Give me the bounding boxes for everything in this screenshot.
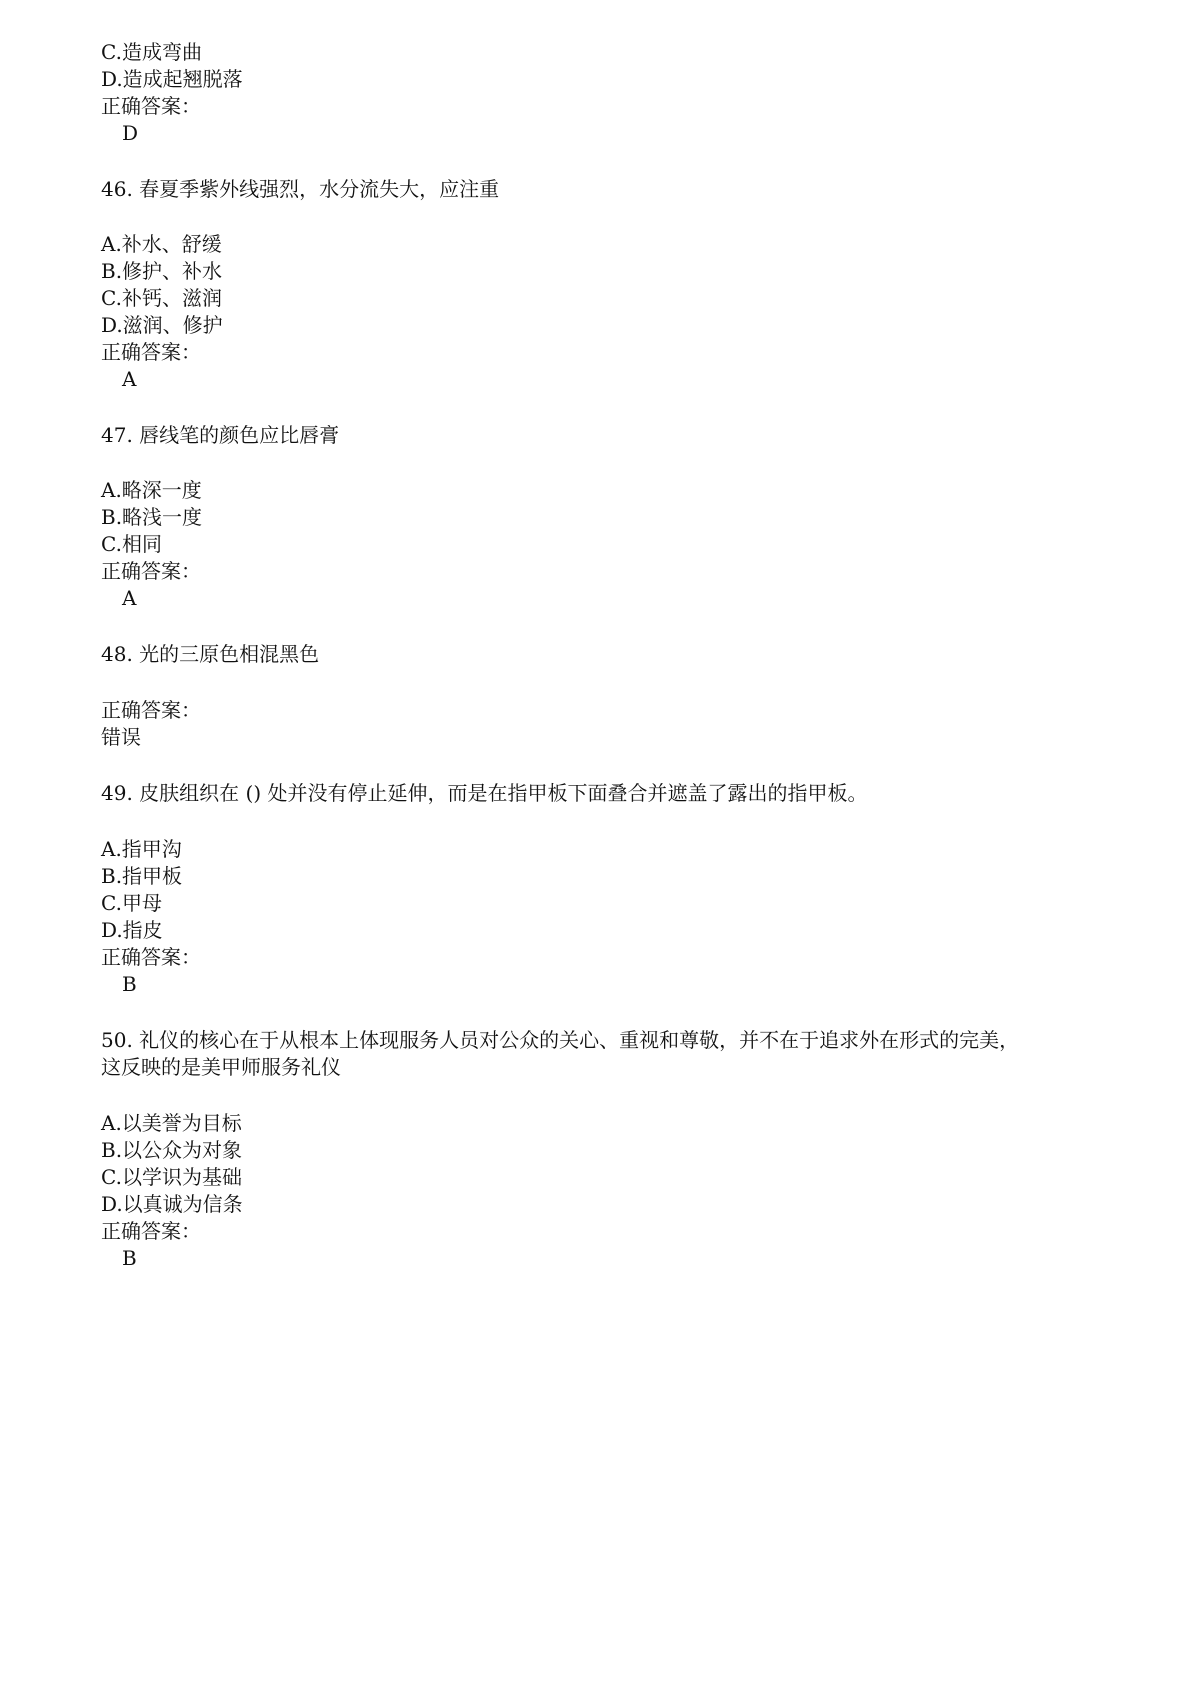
- option-b: B.略浅一度: [101, 505, 203, 529]
- option-c: C.造成弯曲: [101, 40, 202, 64]
- option-a: A.补水、舒缓: [101, 232, 222, 256]
- answer-value: A: [122, 586, 137, 610]
- option-d: D.指皮: [101, 918, 163, 942]
- option-a: A.略深一度: [101, 478, 202, 502]
- answer-label: 正确答案：: [101, 94, 201, 118]
- question-stem: 48. 光的三原色相混黑色: [101, 642, 320, 666]
- option-c: C.甲母: [101, 891, 162, 915]
- option-c: C.补钙、滋润: [101, 286, 222, 310]
- answer-value: B: [122, 972, 137, 996]
- answer-label: 正确答案：: [101, 559, 201, 583]
- option-c: C.相同: [101, 532, 162, 556]
- answer-value: D: [122, 121, 139, 145]
- option-b: B.指甲板: [101, 864, 183, 888]
- question-stem: 47. 唇线笔的颜色应比唇膏: [101, 423, 340, 447]
- option-d: D.造成起翘脱落: [101, 67, 243, 91]
- answer-value: A: [122, 367, 137, 391]
- option-d: D.以真诚为信条: [101, 1192, 243, 1216]
- question-stem: 50. 礼仪的核心在于从根本上体现服务人员对公众的关心、重视和尊敬，并不在于追求外在形式的完美，: [101, 1028, 1020, 1052]
- option-d: D.滋润、修护: [101, 313, 223, 337]
- option-b: B.修护、补水: [101, 259, 223, 283]
- option-a: A.指甲沟: [101, 837, 182, 861]
- question-stem: 49. 皮肤组织在 () 处并没有停止延伸，而是在指甲板下面叠合并遮盖了露出的指甲板。: [101, 781, 868, 805]
- answer-label: 正确答案：: [101, 945, 201, 969]
- option-b: B.以公众为对象: [101, 1138, 243, 1162]
- answer-value: B: [122, 1246, 137, 1270]
- option-a: A.以美誉为目标: [101, 1111, 242, 1135]
- question-stem: 46. 春夏季紫外线强烈，水分流失大，应注重: [101, 177, 500, 201]
- question-stem-continued: 这反映的是美甲师服务礼仪: [101, 1055, 341, 1079]
- answer-value: 错误: [101, 725, 141, 749]
- answer-label: 正确答案：: [101, 340, 201, 364]
- option-c: C.以学识为基础: [101, 1165, 242, 1189]
- answer-label: 正确答案：: [101, 698, 201, 722]
- answer-label: 正确答案：: [101, 1219, 201, 1243]
